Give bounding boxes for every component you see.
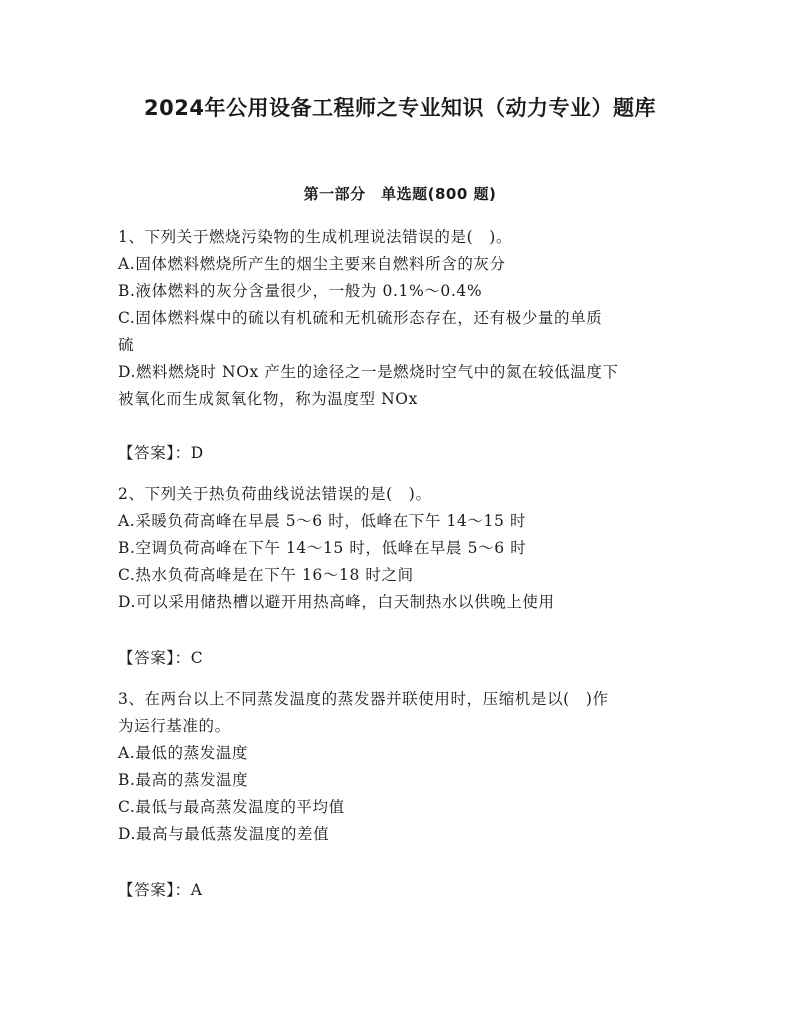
question-3-stem-cont: 为运行基准的。	[118, 717, 231, 735]
question-2-option-b: B.空调负荷高峰在下午 14～15 时，低峰在早晨 5～6 时	[118, 539, 527, 557]
question-3-option-c: C.最低与最高蒸发温度的平均值	[118, 798, 345, 816]
question-3-option-b: B.最高的蒸发温度	[118, 771, 249, 789]
question-1-option-d-cont: 被氧化而生成氮氧化物，称为温度型 NOx	[118, 390, 418, 408]
question-2-option-d: D.可以采用储热槽以避开用热高峰，白天制热水以供晚上使用	[118, 593, 555, 611]
question-1-option-c-cont: 硫	[118, 336, 135, 354]
question-3-option-a: A.最低的蒸发温度	[118, 744, 249, 762]
question-1-answer: 【答案】：D	[118, 444, 204, 462]
question-3-answer: 【答案】：A	[118, 881, 203, 899]
question-1-option-d: D.燃料燃烧时 NOx 产生的途径之一是燃烧时空气中的氮在较低温度下	[118, 363, 619, 381]
document-title: 2024年公用设备工程师之专业知识（动力专业）题库	[144, 96, 656, 120]
section-heading: 第一部分 单选题(800 题)	[303, 185, 497, 203]
question-1-option-c: C.固体燃料煤中的硫以有机硫和无机硫形态存在，还有极少量的单质	[118, 309, 603, 327]
question-1-option-b: B.液体燃料的灰分含量很少，一般为 0.1%～0.4%	[118, 282, 483, 300]
question-2-answer: 【答案】：C	[118, 649, 204, 667]
question-2-option-a: A.采暖负荷高峰在早晨 5～6 时，低峰在下午 14～15 时	[118, 512, 527, 530]
question-2-option-c: C.热水负荷高峰是在下午 16～18 时之间	[118, 566, 414, 584]
question-3-option-d: D.最高与最低蒸发温度的差值	[118, 825, 330, 843]
question-1-stem: 1、下列关于燃烧污染物的生成机理说法错误的是( )。	[118, 228, 513, 246]
question-3-stem: 3、在两台以上不同蒸发温度的蒸发器并联使用时，压缩机是以( )作	[118, 690, 609, 708]
question-2-stem: 2、下列关于热负荷曲线说法错误的是( )。	[118, 485, 432, 503]
question-1-option-a: A.固体燃料燃烧所产生的烟尘主要来自燃料所含的灰分	[118, 255, 506, 273]
